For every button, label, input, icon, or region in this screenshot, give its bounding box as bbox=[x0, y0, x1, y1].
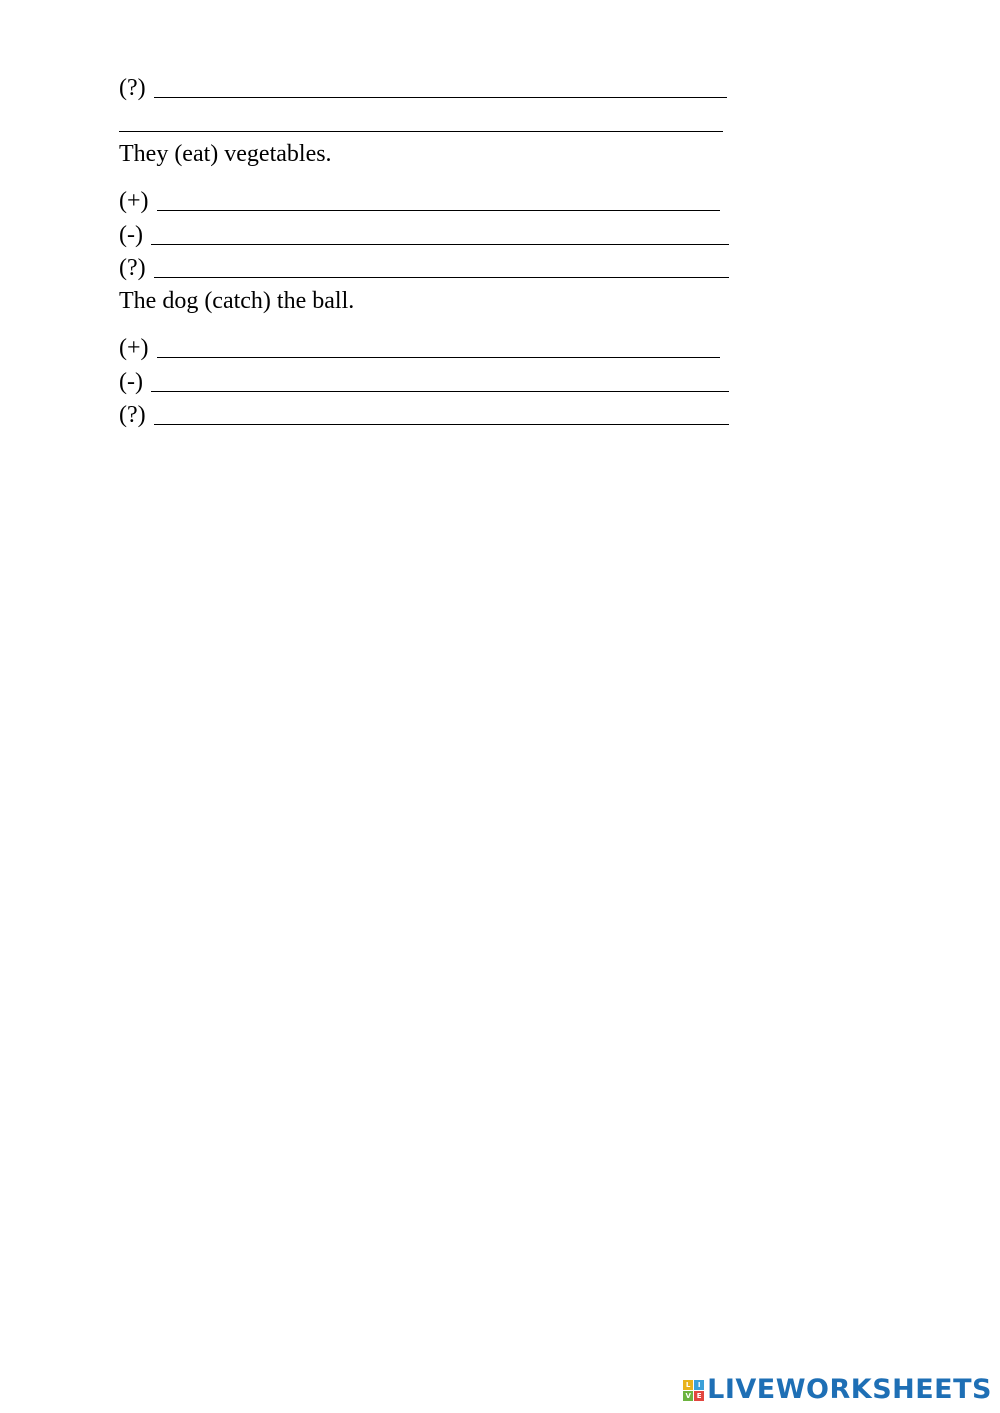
answer-blank[interactable] bbox=[151, 371, 729, 392]
logo-text: LIVEWORKSHEETS bbox=[707, 1374, 992, 1405]
answer-row-negative bbox=[119, 221, 729, 249]
row-marker: (?) bbox=[119, 255, 146, 281]
row-marker: (?) bbox=[119, 75, 146, 101]
answer-blank[interactable] bbox=[151, 224, 729, 245]
exercise-sentence: They (eat) vegetables. bbox=[119, 141, 332, 167]
logo-mark-tile: E bbox=[694, 1391, 704, 1401]
answer-overflow-line bbox=[119, 108, 723, 136]
row-marker: (+) bbox=[119, 335, 149, 361]
logo-mark-tile: I bbox=[694, 1380, 704, 1390]
exercise-sentence: The dog (catch) the ball. bbox=[119, 288, 355, 314]
row-marker: (-) bbox=[119, 369, 143, 395]
answer-row-question bbox=[119, 401, 729, 429]
logo-mark-icon bbox=[683, 1380, 704, 1401]
answer-blank[interactable] bbox=[154, 257, 729, 278]
row-marker: (-) bbox=[119, 222, 143, 248]
answer-blank[interactable] bbox=[157, 337, 720, 358]
answer-blank[interactable] bbox=[119, 111, 723, 132]
answer-row-negative bbox=[119, 368, 729, 396]
answer-row-affirmative bbox=[119, 187, 720, 215]
answer-row-question bbox=[119, 254, 729, 282]
row-marker: (?) bbox=[119, 402, 146, 428]
row-marker: (+) bbox=[119, 188, 149, 214]
answer-blank[interactable] bbox=[154, 77, 727, 98]
logo-mark-tile: L bbox=[683, 1380, 693, 1390]
logo-mark-tile: V bbox=[683, 1391, 693, 1401]
answer-blank[interactable] bbox=[154, 404, 729, 425]
answer-row-question bbox=[119, 74, 727, 102]
answer-blank[interactable] bbox=[157, 190, 720, 211]
answer-row-affirmative bbox=[119, 334, 720, 362]
liveworksheets-logo bbox=[683, 1375, 992, 1405]
